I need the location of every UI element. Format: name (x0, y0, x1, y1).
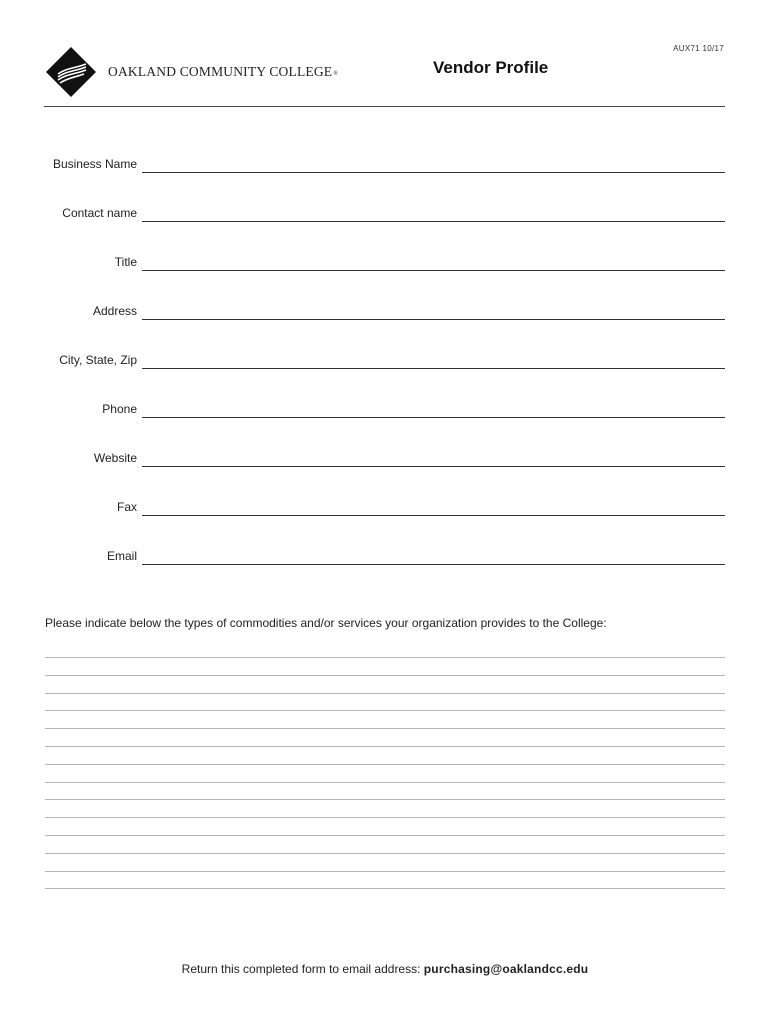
commodities-writing-line[interactable] (45, 888, 725, 889)
fax-input-line[interactable] (142, 515, 725, 516)
email-field (0, 545, 770, 565)
college-diamond-icon (46, 47, 96, 97)
business-name-label: Business Name (52, 157, 137, 171)
phone-input-line[interactable] (142, 417, 725, 418)
footer-text: Return this completed form to email address: (181, 962, 424, 976)
website-label: Website (93, 451, 137, 465)
contact-name-label: Contact name (62, 206, 137, 220)
contact-name-input-line[interactable] (142, 221, 725, 222)
commodities-instructions: Please indicate below the types of commodities and/or services your organization provides to the College: (45, 616, 607, 630)
commodities-writing-line[interactable] (45, 746, 725, 747)
city-state-zip-label: City, State, Zip (59, 353, 137, 367)
college-logo (46, 47, 338, 97)
college-name: OAKLAND COMMUNITY COLLEGE® (108, 64, 338, 79)
phone-label: Phone (102, 402, 137, 416)
business-name-input-line[interactable] (142, 172, 725, 173)
website-field (0, 447, 770, 467)
address-input-line[interactable] (142, 319, 725, 320)
commodities-writing-line[interactable] (45, 853, 725, 854)
page-title: Vendor Profile (433, 58, 549, 77)
email-label: Email (106, 549, 137, 563)
purchasing-email-link[interactable]: purchasing@oaklandcc.edu (423, 962, 589, 976)
return-instructions (0, 962, 770, 976)
form-code: AUX71 10/17 (673, 44, 724, 53)
email-input-line[interactable] (142, 564, 725, 565)
contact-name-field (0, 202, 770, 222)
title-label: Title (114, 255, 137, 269)
commodities-writing-line[interactable] (45, 817, 725, 818)
commodities-writing-line[interactable] (45, 782, 725, 783)
fax-label: Fax (116, 500, 137, 514)
commodities-writing-line[interactable] (45, 728, 725, 729)
title-field (0, 251, 770, 271)
city-state-zip-field (0, 349, 770, 369)
phone-field (0, 398, 770, 418)
commodities-writing-line[interactable] (45, 693, 725, 694)
commodities-writing-line[interactable] (45, 657, 725, 658)
commodities-writing-line[interactable] (45, 871, 725, 872)
title-input-line[interactable] (142, 270, 725, 271)
address-label: Address (92, 304, 137, 318)
commodities-writing-line[interactable] (45, 799, 725, 800)
address-field (0, 300, 770, 320)
fax-field (0, 496, 770, 516)
header-divider (44, 106, 725, 107)
commodities-writing-line[interactable] (45, 764, 725, 765)
website-input-line[interactable] (142, 466, 725, 467)
commodities-writing-line[interactable] (45, 835, 725, 836)
commodities-writing-line[interactable] (45, 675, 725, 676)
city-state-zip-input-line[interactable] (142, 368, 725, 369)
commodities-writing-line[interactable] (45, 710, 725, 711)
business-name-field (0, 153, 770, 173)
